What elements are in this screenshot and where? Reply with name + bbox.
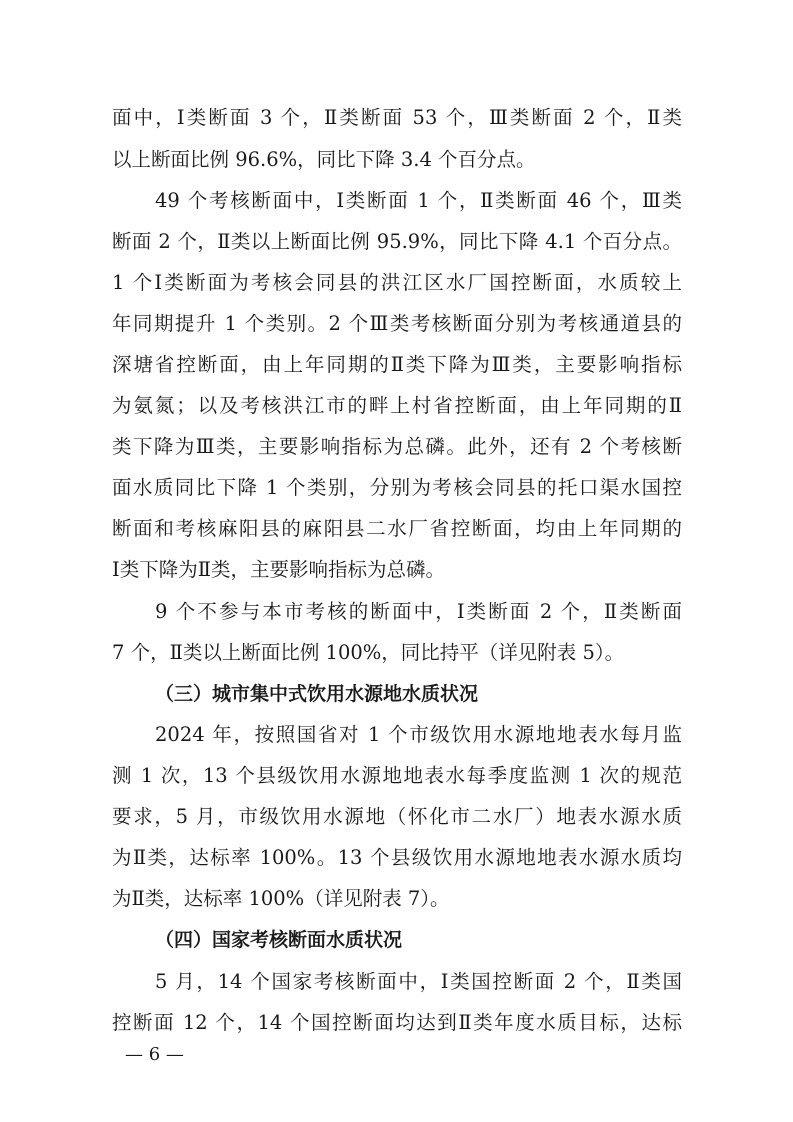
paragraph-line: 测 1 次，13 个县级饮用水源地地表水每季度监测 1 次的规范 [112,764,682,787]
paragraph-line: 控断面 12 个，14 个国控断面均达到Ⅱ类年度水质目标，达标 [112,1011,682,1034]
page-number: — 6 — [125,1044,184,1065]
paragraph-line: 为Ⅱ类，达标率 100%（详见附表 7）。 [112,887,450,910]
paragraph-line: 面水质同比下降 1 个类别，分别为考核会同县的托口渠水国控 [112,476,682,499]
paragraph-line: 深塘省控断面，由上年同期的Ⅱ类下降为Ⅲ类，主要影响指标 [112,353,682,376]
paragraph-line: 类下降为Ⅲ类，主要影响指标为总磷。此外，还有 2 个考核断 [112,435,682,458]
section-heading: （三）城市集中式饮用水源地水质状况 [155,683,479,705]
paragraph-line: 要求，5 月，市级饮用水源地（怀化市二水厂）地表水源水质 [112,805,682,828]
paragraph-line: 9 个不参与本市考核的断面中，Ⅰ类断面 2 个，Ⅱ类断面 [155,600,682,623]
section-heading: （四）国家考核断面水质状况 [155,929,403,951]
paragraph-line: 年同期提升 1 个类别。2 个Ⅲ类考核断面分别为考核通道县的 [112,312,682,335]
paragraph-line: Ⅰ类下降为Ⅱ类，主要影响指标为总磷。 [112,558,445,581]
paragraph-line: 5 月，14 个国家考核断面中，Ⅰ类国控断面 2 个，Ⅱ类国 [155,970,682,993]
paragraph-line: 2024 年，按照国省对 1 个市级饮用水源地地表水每月监 [155,723,682,746]
paragraph-line: 1 个Ⅰ类断面为考核会同县的洪江区水厂国控断面，水质较上 [112,271,682,294]
paragraph-line: 7 个，Ⅱ类以上断面比例 100%，同比持平（详见附表 5）。 [112,641,625,664]
paragraph-line: 断面 2 个，Ⅱ类以上断面比例 95.9%，同比下降 4.1 个百分点。 [112,230,682,253]
paragraph-line: 断面和考核麻阳县的麻阳县二水厂省控断面，均由上年同期的 [112,517,682,540]
paragraph-line: 49 个考核断面中，Ⅰ类断面 1 个，Ⅱ类断面 46 个，Ⅲ类 [155,189,682,212]
paragraph-line: 为Ⅱ类，达标率 100%。13 个县级饮用水源地地表水源水质均 [112,846,682,869]
paragraph-line: 面中，Ⅰ类断面 3 个，Ⅱ类断面 53 个，Ⅲ类断面 2 个，Ⅱ类 [112,106,682,129]
paragraph-line: 为氨氮；以及考核洪江市的畔上村省控断面，由上年同期的Ⅱ [112,394,682,417]
paragraph-line: 以上断面比例 96.6%，同比下降 3.4 个百分点。 [112,148,536,171]
